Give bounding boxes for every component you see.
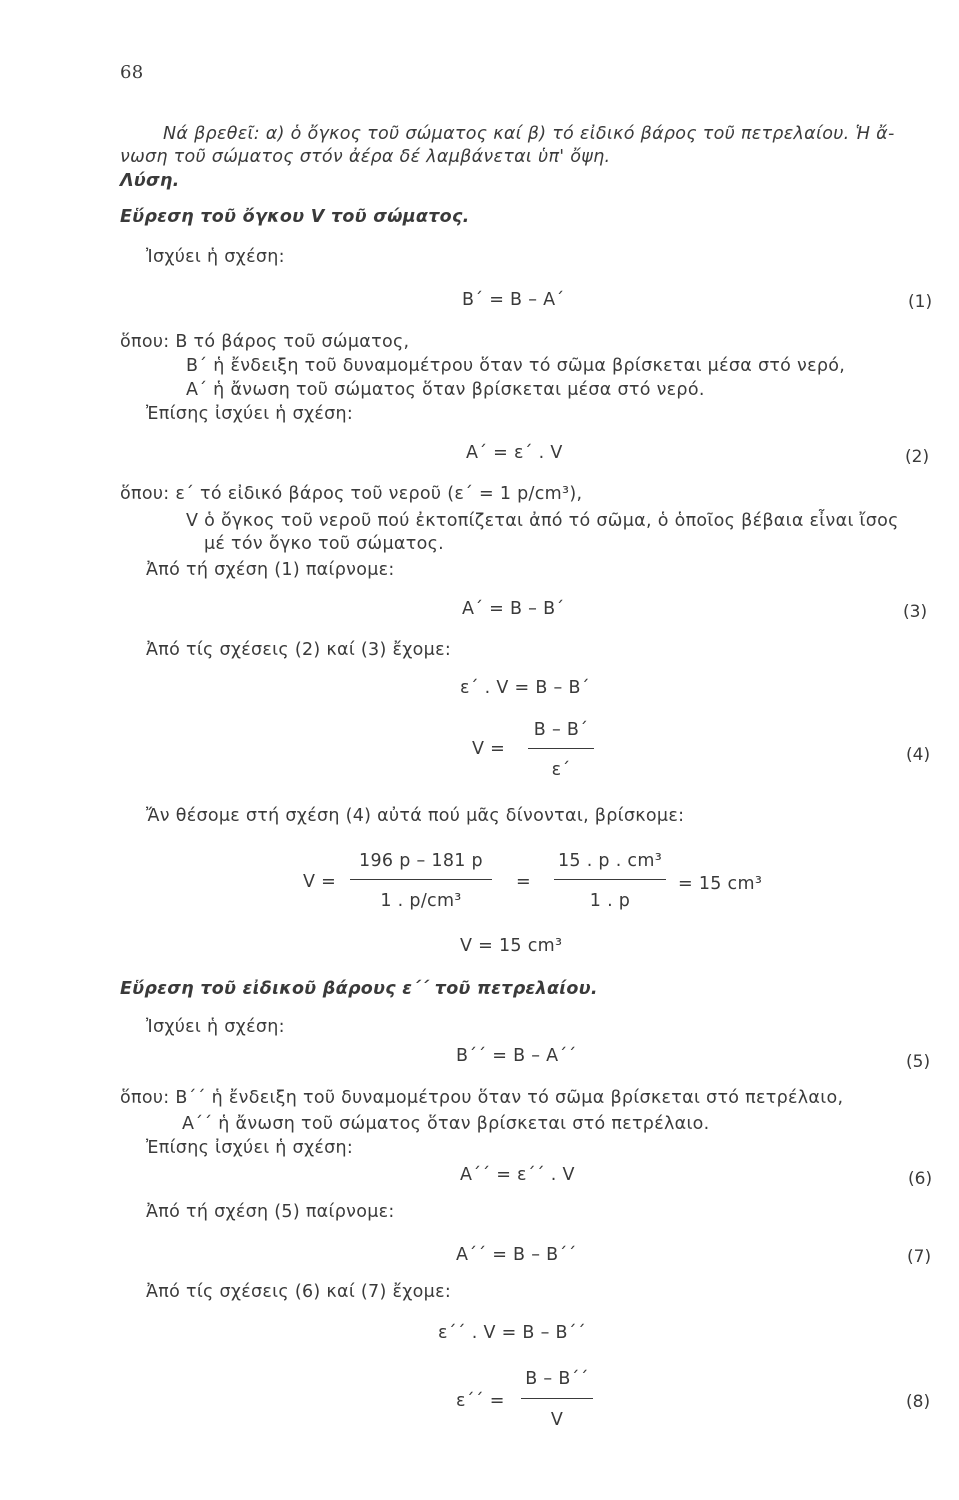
calc-fraction-1-numerator: 196 p – 181 p [359,851,483,871]
equation-4-lhs: V = [472,739,506,759]
equation-8-lhs: ε΄΄ = [456,1391,505,1411]
s1-where-1b: Β΄ ἡ ἔνδειξη τοῦ δυναμομέτρου ὅταν τό σῶμα βρίσκεται μέσα στό νερό, [186,356,846,376]
section-2-heading: Εὕρεση τοῦ εἰδικοῦ βάρους ε΄΄ τοῦ πετρελαίου. [120,979,598,999]
s2-intro-1: Ἰσχύει ἡ σχέση: [146,1017,285,1037]
s1-intro-3: Ἀπό τή σχέση (1) παίρνομε: [146,560,395,580]
s2-where-b: Α΄΄ ἡ ἄνωση τοῦ σώματος ὅταν βρίσκεται στό πετρέλαιο. [182,1114,710,1134]
equation-2-number: (2) [905,447,930,467]
equation-8-fraction-bar [521,1398,593,1399]
final-volume: V = 15 cm³ [460,936,563,956]
equation-6: Α΄΄ = ε΄΄ . V [460,1165,575,1185]
calc-fraction-2-denominator: 1 . p [589,891,631,911]
page-number: 68 [120,62,144,83]
s2-intro-2: Ἐπίσης ἰσχύει ἡ σχέση: [146,1138,354,1158]
s1-where-1c: Α΄ ἡ ἄνωση τοῦ σώματος ὅταν βρίσκεται μέσα στό νερό. [186,380,705,400]
s1-intro-5: Ἄν θέσομε στή σχέση (4) αὐτά πού μᾶς δίνονται, βρίσκομε: [146,806,685,826]
equation-mid-1: ε΄ . V = Β – Β΄ [460,678,590,698]
equation-3-number: (3) [903,602,928,622]
s1-where-1a: ὅπου: Β τό βάρος τοῦ σώματος, [120,332,410,352]
equation-4-fraction-bar [528,748,594,749]
problem-line-2: νωση τοῦ σώματος στόν ἀέρα δέ λαμβάνεται ὑπ' ὄψη. [120,147,611,167]
calc-result: = 15 cm³ [678,874,763,894]
equation-2: Α΄ = ε΄ . V [466,443,563,463]
equation-1: Β΄ = Β – Α΄ [462,290,565,310]
s2-intro-4: Ἀπό τίς σχέσεις (6) καί (7) ἔχομε: [146,1282,452,1302]
equation-5-number: (5) [906,1052,931,1072]
s1-intro-4: Ἀπό τίς σχέσεις (2) καί (3) ἔχομε: [146,640,452,660]
equation-7-number: (7) [907,1247,932,1267]
equation-4-numerator: Β – Β΄ [533,720,589,740]
s1-intro-2: Ἐπίσης ἰσχύει ἡ σχέση: [146,404,354,424]
s2-where-a: ὅπου: Β΄΄ ἡ ἔνδειξη τοῦ δυναμομέτρου ὅταν τό σῶμα βρίσκεται στό πετρέλαιο, [120,1088,844,1108]
calc-equals: = [516,872,531,892]
equation-8-number: (8) [906,1392,931,1412]
equation-6-number: (6) [908,1169,933,1189]
calc-fraction-1-bar [350,879,492,880]
solution-label: Λύση. [120,171,180,191]
problem-line-1: Νά βρεθεῖ: α) ὁ ὄγκος τοῦ σώματος καί β) τό εἰδικό βάρος τοῦ πετρελαίου. Ἡ ἄ- [163,124,895,144]
equation-4-denominator: ε΄ [551,760,571,780]
section-1-heading: Εὕρεση τοῦ ὄγκου V τοῦ σώματος. [120,207,470,227]
equation-mid-2: ε΄΄ . V = Β – Β΄΄ [438,1323,586,1343]
calc-fraction-2-bar [554,879,666,880]
s1-where-2a: ὅπου: ε΄ τό εἰδικό βάρος τοῦ νεροῦ (ε΄ = 1 p/cm³), [120,484,583,504]
calc-lhs: V = [303,872,337,892]
equation-1-number: (1) [908,292,933,312]
equation-5: Β΄΄ = Β – Α΄΄ [456,1046,577,1066]
equation-3: Α΄ = Β – Β΄ [462,599,565,619]
calc-fraction-1-denominator: 1 . p/cm³ [380,891,462,911]
equation-8-numerator: Β – Β΄΄ [525,1369,589,1389]
equation-8-denominator: V [550,1410,564,1430]
s2-intro-3: Ἀπό τή σχέση (5) παίρνομε: [146,1202,395,1222]
s1-where-2b: V ὁ ὄγκος τοῦ νεροῦ πού ἐκτοπίζεται ἀπό τό σῶμα, ὁ ὁποῖος βέβαια εἶναι ἴσος [186,511,899,531]
equation-7: Α΄΄ = Β – Β΄΄ [456,1245,577,1265]
s1-where-2c: μέ τόν ὄγκο τοῦ σώματος. [204,534,445,554]
equation-4-number: (4) [906,745,931,765]
s1-intro-1: Ἰσχύει ἡ σχέση: [146,247,285,267]
calc-fraction-2-numerator: 15 . p . cm³ [557,851,663,871]
